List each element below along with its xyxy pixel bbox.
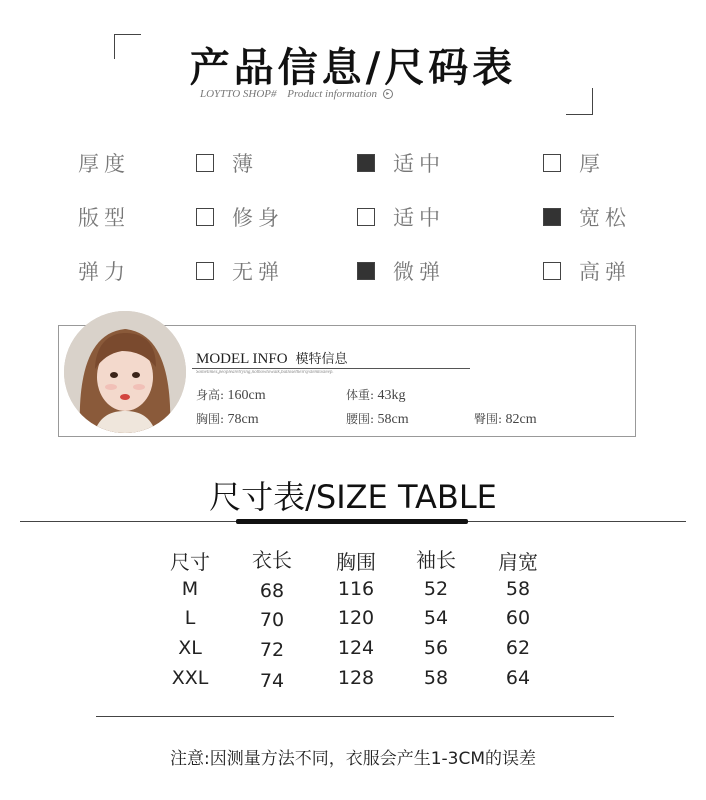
- checkbox-icon: [543, 154, 561, 172]
- checkbox-icon: [196, 208, 214, 226]
- stat-value: 78cm: [227, 412, 259, 427]
- option-label: 修身: [232, 206, 284, 230]
- stat-value: 58cm: [377, 412, 409, 427]
- model-portrait-icon: [64, 311, 186, 433]
- table-cell: M: [181, 578, 199, 600]
- divider: [192, 368, 470, 369]
- model-bust: [196, 410, 259, 428]
- option-regular: [357, 202, 445, 232]
- table-cell: 58: [505, 578, 531, 600]
- column-header: 尺寸: [170, 550, 210, 574]
- table-cell: XXL: [171, 667, 209, 689]
- table-cell: 120: [337, 607, 375, 629]
- arrow-circle-icon: ▸: [383, 89, 393, 99]
- table-cell: 62: [505, 637, 531, 659]
- table-cell: 68: [259, 580, 285, 602]
- attribute-label: 版型: [78, 206, 130, 230]
- option-label: 微弹: [393, 260, 445, 284]
- table-cell: 58: [423, 667, 449, 689]
- checkbox-icon: [543, 262, 561, 280]
- size-table-title: 尺寸表/SIZE TABLE: [209, 478, 497, 516]
- model-waist: [346, 410, 409, 428]
- checkbox-icon: [357, 208, 375, 226]
- option-loose: [543, 202, 631, 232]
- model-info-heading: [196, 348, 348, 368]
- option-label: 薄: [232, 152, 258, 176]
- checkbox-icon: [196, 154, 214, 172]
- option-slim: [196, 202, 284, 232]
- model-info-title-en: MODEL INFO: [196, 351, 288, 367]
- option-label: 宽松: [579, 206, 631, 230]
- column-header: 胸围: [336, 550, 376, 574]
- measurement-note: 注意:因测量方法不同，衣服会产生1-3CM的误差: [169, 749, 537, 769]
- page-title: 产品信息/尺码表: [189, 44, 517, 91]
- stat-label: 胸围:: [196, 412, 225, 426]
- option-thin: [196, 148, 258, 178]
- attribute-row-thickness: [0, 142, 706, 182]
- model-avatar: [64, 311, 186, 433]
- option-thick: [543, 148, 605, 178]
- attribute-row-fit: [0, 196, 706, 236]
- corner-bracket-bottom-right: [566, 88, 593, 115]
- attribute-row-elasticity: [0, 250, 706, 290]
- table-cell: 124: [337, 637, 375, 659]
- stat-value: 43kg: [377, 388, 406, 403]
- stat-label: 臀围:: [474, 412, 503, 426]
- model-height: [196, 386, 266, 404]
- table-cell: 64: [505, 667, 531, 689]
- table-cell: 70: [259, 609, 285, 631]
- model-info-title-cn: 模特信息: [295, 352, 348, 367]
- checkbox-icon: [196, 262, 214, 280]
- stat-label: 体重:: [346, 388, 375, 402]
- table-cell: 74: [259, 670, 285, 692]
- page-subtitle: [200, 88, 393, 100]
- checkbox-icon: [357, 262, 375, 280]
- option-label: 厚: [579, 152, 605, 176]
- option-label: 适中: [393, 152, 445, 176]
- stat-value: 82cm: [505, 412, 537, 427]
- option-medium: [357, 148, 445, 178]
- table-cell: 60: [505, 607, 531, 629]
- column-header: 肩宽: [498, 550, 538, 574]
- attribute-label: 弹力: [78, 260, 130, 284]
- table-cell: 54: [423, 607, 449, 629]
- stat-label: 身高:: [196, 388, 225, 402]
- stat-value: 160cm: [227, 388, 266, 403]
- model-weight: [346, 386, 406, 404]
- checkbox-icon: [357, 154, 375, 172]
- stat-label: 腰围:: [346, 412, 375, 426]
- column-header: 衣长: [252, 548, 292, 572]
- table-cell: XL: [178, 637, 202, 659]
- shop-name: LOYTTO SHOP#: [200, 88, 277, 100]
- model-hip: [474, 410, 537, 428]
- table-cell: 56: [423, 637, 449, 659]
- column-header: 袖长: [416, 548, 456, 572]
- subtitle-text: Product information: [287, 88, 378, 100]
- checkbox-icon: [543, 208, 561, 226]
- table-cell: 52: [423, 578, 449, 600]
- table-cell: 116: [337, 578, 375, 600]
- option-label: 无弹: [232, 260, 284, 284]
- attribute-label: 厚度: [78, 152, 130, 176]
- divider: [96, 716, 614, 717]
- table-cell: 128: [337, 667, 375, 689]
- table-cell: 72: [259, 639, 285, 661]
- option-high-stretch: [543, 256, 631, 286]
- option-label: 高弹: [579, 260, 631, 284]
- table-cell: L: [184, 607, 196, 629]
- option-no-stretch: [196, 256, 284, 286]
- title-underline: [236, 519, 468, 524]
- option-slight-stretch: [357, 256, 445, 286]
- model-tagline: Sometimes,peoplearetrying,nothowtowalk,butlosetheirsystemtosleep.: [196, 370, 334, 375]
- option-label: 适中: [393, 206, 445, 230]
